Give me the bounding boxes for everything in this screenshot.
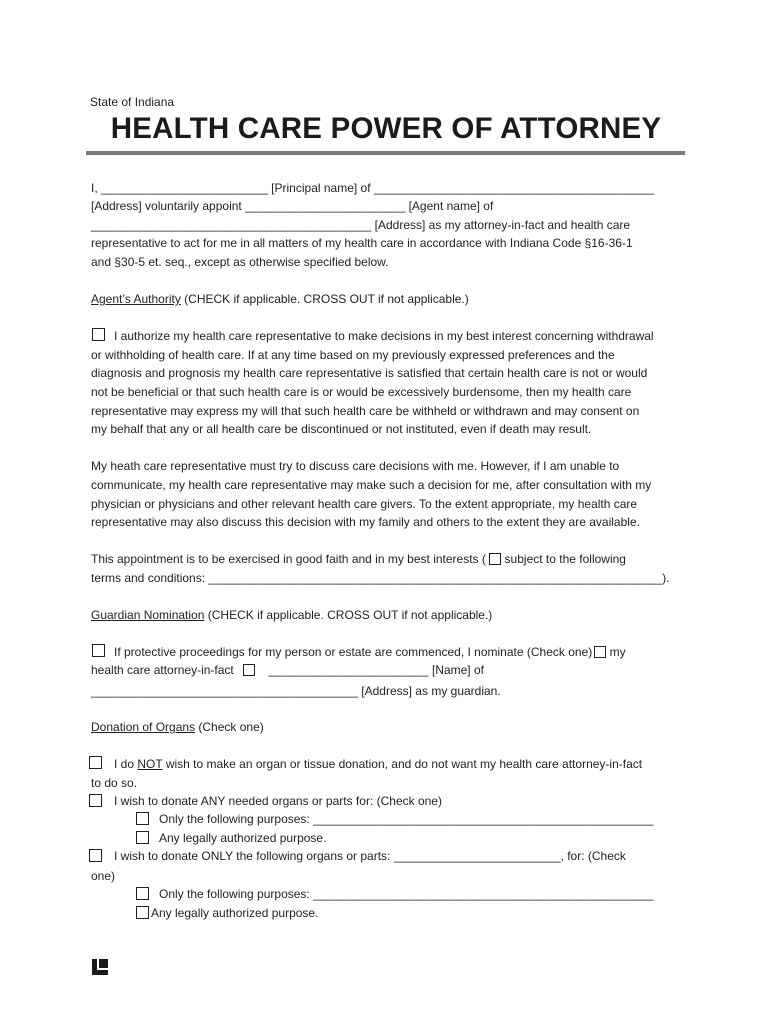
organs-option-1-not: NOT — [137, 757, 163, 771]
organs-option-3b: Any legally authorized purpose. — [151, 906, 319, 920]
organs-option-2a: Only the following purposes: ___________________________________________________ — [159, 812, 654, 826]
organs-option-1-a: I do — [114, 757, 138, 771]
guardian-line-1-text: If protective proceedings for my person or estate are commenced, I nominate (Check one) — [114, 645, 593, 659]
donate-any-checkbox[interactable] — [89, 794, 102, 807]
donate-any-following-purposes-checkbox[interactable] — [136, 812, 149, 825]
guardian-line-1-end: my — [609, 645, 626, 659]
intro-line-5: and §30-5 et. seq., except as otherwise specified below. — [91, 255, 389, 269]
authority-p1-line-6: my behalf that any or all health care be discontinued or not instituted, even if death may result. — [91, 422, 592, 436]
authority-p1-line-4: not be beneficial or that such health care is or would be excessively burdensome, then my health care — [91, 385, 632, 399]
guardian-heading: Guardian Nomination — [91, 608, 205, 622]
authority-p2-line-4: representative may also discuss this decision with my family and others to the extent they are available. — [91, 515, 640, 529]
guardian-note: (CHECK if applicable. CROSS OUT if not applicable.) — [204, 608, 493, 622]
authority-p1-line-5: representative may express my will that such health care be withheld or withdrawn and may consent on — [91, 404, 640, 418]
authority-p1-line-1: I authorize my health care representative to make decisions in my best interest concerning withdrawal — [114, 329, 654, 343]
organs-option-1-b: wish to make an organ or tissue donation, and do not want my health care attorney-in-fact — [162, 757, 643, 771]
authority-p3-text-2: subject to the following — [501, 552, 626, 566]
authority-p3-line-2: terms and conditions: ____________________________________________________________________). — [91, 571, 670, 585]
no-donation-checkbox[interactable] — [89, 756, 102, 769]
authority-p3-text: This appointment is to be exercised in good faith and in my best interests ( — [91, 552, 486, 566]
donate-any-legal-purpose-checkbox[interactable] — [136, 831, 149, 844]
authority-p2-line-2: communicate, my health care representative may make such a decision for me, after consultation with my — [91, 478, 652, 492]
state-label: State of Indiana — [90, 95, 175, 109]
intro-line-2: [Address] voluntarily appoint ________________________ [Agent name] of — [91, 199, 494, 213]
guardian-line-2-name: ________________________ [Name] of — [268, 663, 484, 677]
brand-logo-icon — [91, 958, 109, 976]
authority-p1-line-3: diagnosis and prognosis my health care representative is satisfied that certain health care is not or would — [91, 366, 648, 380]
guardian-option-checkbox[interactable] — [594, 646, 606, 658]
organs-option-3a: Only the following purposes: ___________________________________________________ — [159, 887, 654, 901]
guardian-nomination-checkbox[interactable] — [92, 644, 105, 657]
organs-heading: Donation of Organs — [91, 720, 196, 734]
organs-option-2b: Any legally authorized purpose. — [159, 831, 327, 845]
organs-note: (Check one) — [195, 720, 264, 734]
guardian-line-2 — [91, 663, 484, 678]
intro-line-1: I, _________________________ [Principal name] of __________________________________________ — [91, 181, 655, 195]
donate-only-checkbox[interactable] — [89, 849, 102, 862]
subject-to-terms-checkbox[interactable] — [489, 553, 501, 565]
organs-option-2: I wish to donate ANY needed organs or parts for: (Check one) — [114, 794, 442, 808]
organs-option-1-cont: to do so. — [91, 776, 138, 790]
donate-only-following-purposes-checkbox[interactable] — [136, 887, 149, 900]
organs-option-3-cont: one) — [91, 869, 116, 883]
guardian-line-1 — [114, 645, 626, 660]
organs-option-3: I wish to donate ONLY the following organs or parts: _________________________, for: (Check — [114, 849, 626, 863]
authority-p2-line-3: physician or physicians and other relevant health care givers. To the extent appropriate, my health care — [91, 497, 638, 511]
intro-line-4: representative to act for me in all matters of my health care in accordance with Indiana Code §16-36-1 — [91, 236, 633, 250]
organs-heading-line — [91, 720, 264, 735]
authority-heading-line — [91, 292, 469, 307]
guardian-line-2-text: health care attorney-in-fact — [91, 663, 234, 677]
authority-heading: Agent’s Authority — [91, 292, 181, 306]
authority-p2-line-1: My heath care representative must try to discuss care decisions with me. However, if I am unable to — [91, 459, 620, 473]
title-underline — [86, 151, 685, 155]
donate-only-legal-purpose-checkbox[interactable] — [136, 906, 149, 919]
guardian-attorney-in-fact-checkbox[interactable] — [243, 664, 255, 676]
organs-option-1 — [114, 757, 642, 772]
authority-p3-line-1 — [91, 552, 626, 567]
authority-withdrawal-checkbox[interactable] — [92, 328, 105, 341]
authority-note: (CHECK if applicable. CROSS OUT if not applicable.) — [180, 292, 469, 306]
guardian-heading-line — [91, 608, 492, 623]
guardian-line-3: ________________________________________ [Address] as my guardian. — [91, 684, 501, 698]
intro-line-3: __________________________________________ [Address] as my attorney-in-fact and health care — [91, 218, 631, 232]
authority-p1-line-2: or withholding of health care. If at any time based on my previously expressed preferences and the — [91, 348, 615, 362]
document-title: HEALTH CARE POWER OF ATTORNEY — [110, 112, 662, 145]
